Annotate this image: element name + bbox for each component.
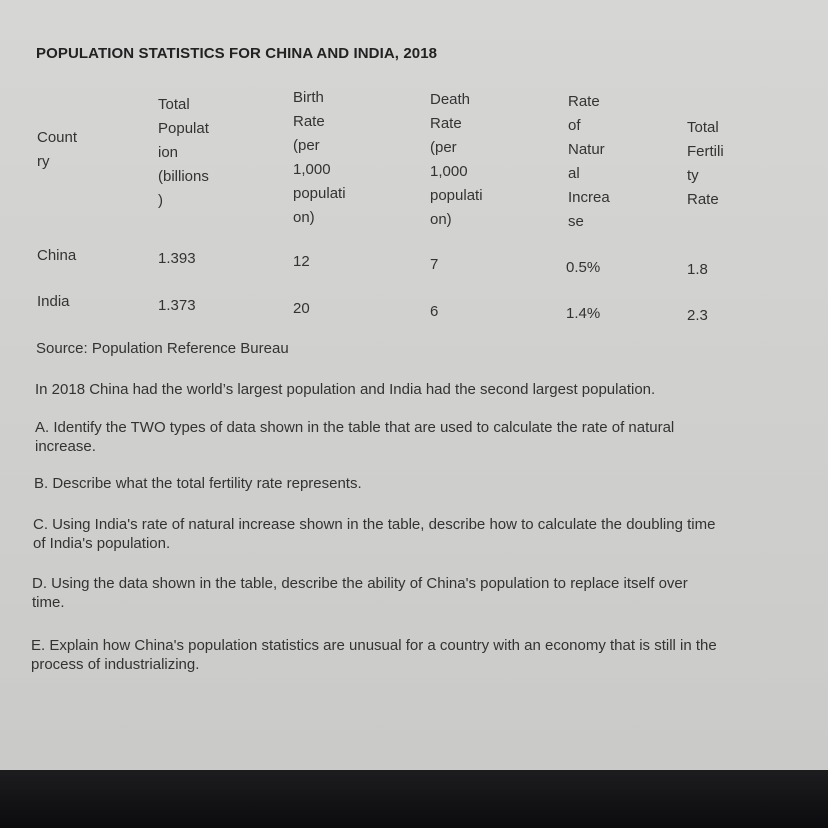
cell-population-china: 1.393: [158, 250, 196, 267]
question-line: process of industrializing.: [31, 656, 200, 673]
header-line: ry: [37, 153, 50, 170]
header-line: Rate: [293, 113, 325, 130]
question-line: increase.: [35, 438, 96, 455]
header-line: (per: [293, 137, 320, 154]
question-line: D. Using the data shown in the table, describe the ability of China's population to replace itself over: [32, 575, 688, 592]
monitor-bezel: [0, 770, 828, 828]
header-line: populati: [293, 185, 346, 202]
page-title: POPULATION STATISTICS FOR CHINA AND INDIA, 2018: [36, 45, 438, 62]
header-line: on): [293, 209, 315, 226]
question-line: B. Describe what the total fertility rate represents.: [34, 475, 362, 492]
header-line: Natur: [568, 141, 605, 158]
cell-natural-increase-india: 1.4%: [566, 305, 601, 322]
cell-country-india: India: [37, 293, 70, 310]
header-line: of: [568, 117, 581, 134]
header-line: 1,000: [430, 163, 468, 180]
header-line: ty: [687, 167, 699, 184]
header-line: ion: [158, 144, 179, 161]
header-line: Increa: [568, 189, 610, 206]
header-country: [37, 126, 77, 174]
header-line: Rate: [568, 93, 600, 110]
question-b: [34, 474, 794, 493]
question-d: [32, 574, 792, 612]
question-line: time.: [32, 594, 65, 611]
cell-country-china: China: [37, 247, 77, 264]
header-total-population: [158, 93, 209, 213]
cell-fertility-india: 2.3: [687, 307, 708, 324]
header-line: (per: [430, 139, 457, 156]
header-line: 1,000: [293, 161, 331, 178]
question-c: [33, 515, 793, 553]
header-total-fertility-rate: [687, 116, 724, 212]
header-line: Death: [430, 91, 471, 108]
question-line: of India's population.: [33, 535, 171, 552]
header-line: al: [568, 165, 580, 182]
header-birth-rate: [293, 86, 346, 230]
header-line: Total: [687, 119, 719, 136]
header-line: Birth: [293, 89, 324, 106]
header-line: on): [430, 211, 452, 228]
cell-population-india: 1.373: [158, 297, 196, 314]
cell-fertility-china: 1.8: [687, 261, 708, 278]
cell-natural-increase-china: 0.5%: [566, 259, 601, 276]
header-line: Populat: [158, 120, 209, 137]
header-line: Fertili: [687, 143, 724, 160]
source-note: Source: Population Reference Bureau: [36, 340, 289, 357]
question-e: [31, 636, 791, 674]
question-line: A. Identify the TWO types of data shown in the table that are used to calculate the rate of natural: [35, 419, 675, 436]
header-death-rate: [430, 88, 483, 232]
header-line: se: [568, 213, 584, 230]
question-a: [35, 418, 795, 456]
question-line: E. Explain how China's population statistics are unusual for a country with an economy that is still in the: [31, 637, 717, 654]
cell-birth-rate-china: 12: [293, 253, 310, 270]
header-line: Rate: [687, 191, 719, 208]
question-line: C. Using India's rate of natural increase shown in the table, describe how to calculate the doubling time: [33, 516, 716, 533]
header-line: (billions: [158, 168, 209, 185]
header-line: populati: [430, 187, 483, 204]
header-line: Count: [37, 129, 78, 146]
header-rate-natural-increase: [568, 90, 610, 234]
intro-text: In 2018 China had the world’s largest population and India had the second largest population.: [35, 381, 656, 398]
cell-death-rate-china: 7: [430, 256, 439, 273]
header-line: ): [158, 192, 163, 209]
cell-birth-rate-india: 20: [293, 300, 310, 317]
header-line: Total: [158, 96, 190, 113]
cell-death-rate-india: 6: [430, 303, 439, 320]
header-line: Rate: [430, 115, 462, 132]
